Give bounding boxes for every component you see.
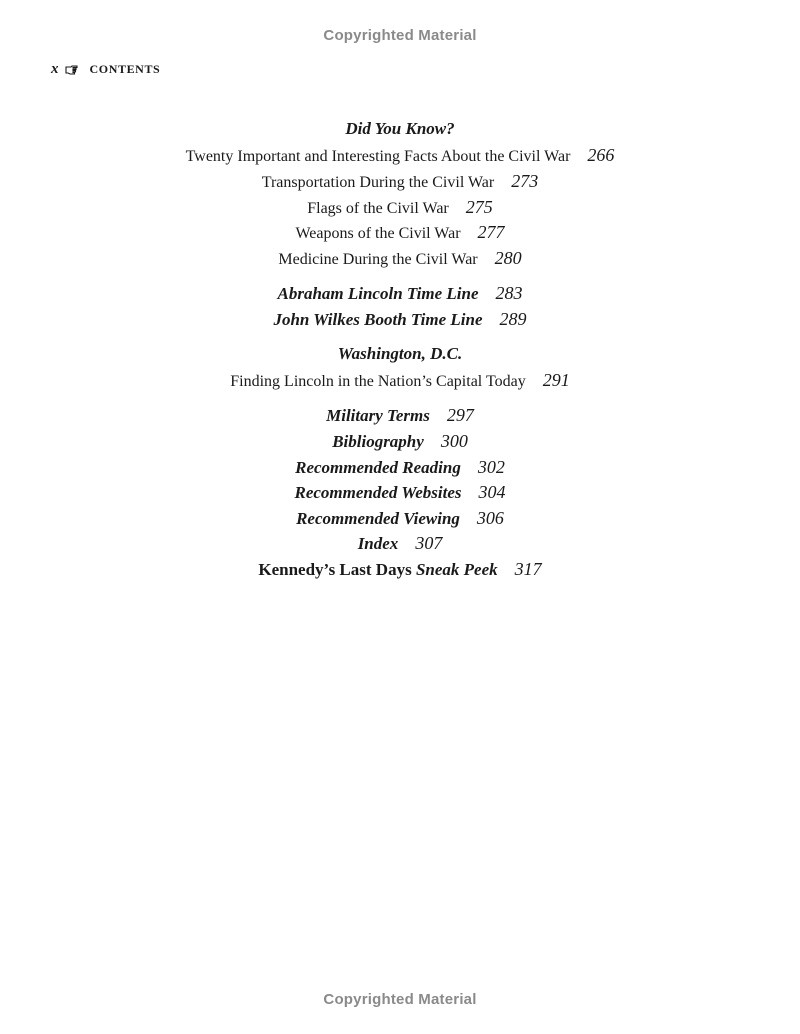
toc-entry-title: Finding Lincoln in the Nation’s Capital Today (230, 373, 526, 390)
toc-entry-page: 317 (514, 559, 542, 579)
toc-entry-page: 300 (440, 431, 468, 451)
toc-entry-page: 283 (495, 283, 523, 303)
toc-entry-page: 275 (465, 197, 493, 217)
section-heading-label: Did You Know? (345, 119, 455, 138)
toc-entry-page: 307 (415, 533, 443, 553)
running-head-title: CONTENTS (89, 62, 161, 76)
toc-entry-page: 304 (478, 482, 506, 502)
toc-entry-title: Recommended Websites (294, 483, 462, 502)
toc-entry[interactable] (0, 171, 800, 193)
toc-entry-title: Recommended Reading (295, 458, 461, 477)
section-heading-washington (0, 344, 800, 364)
toc-entry-back-matter[interactable] (0, 533, 800, 554)
toc-entry-page: 273 (511, 171, 539, 191)
toc-entry-title: Bibliography (332, 432, 424, 451)
section-heading-label: Washington, D.C. (337, 344, 463, 363)
toc-entry-page: 297 (446, 405, 474, 425)
toc-entry[interactable] (0, 248, 800, 270)
toc-entry-title: Transportation During the Civil War (261, 174, 495, 191)
section-heading-did-you-know (0, 119, 800, 139)
toc-entry-page: 302 (477, 457, 505, 477)
toc-entry-timeline[interactable] (0, 283, 800, 304)
toc-entry-page: 291 (542, 370, 570, 390)
pointing-hand-icon (65, 64, 79, 76)
toc-entry-page: 266 (587, 145, 615, 165)
toc-entry-title: Medicine During the Civil War (278, 251, 478, 268)
toc-entry-title: Abraham Lincoln Time Line (277, 284, 479, 303)
toc-entry[interactable] (0, 197, 800, 219)
toc-entry-title-italic: Sneak Peek (415, 560, 498, 579)
toc-entry-sneak-peek[interactable] (0, 559, 800, 580)
toc-entry-back-matter[interactable] (0, 482, 800, 503)
toc-entry-timeline[interactable] (0, 309, 800, 330)
toc-entry-page: 277 (477, 222, 505, 242)
running-head (51, 61, 160, 78)
toc-entry-title: John Wilkes Booth Time Line (273, 310, 483, 329)
toc-entry[interactable] (0, 370, 800, 392)
toc-entry-back-matter[interactable] (0, 431, 800, 452)
toc-entry-title-roman: Kennedy’s Last Days (258, 560, 412, 579)
toc-entry[interactable] (0, 145, 800, 167)
copyright-watermark-top: Copyrighted Material (323, 27, 477, 44)
toc-entry[interactable] (0, 222, 800, 244)
copyright-watermark-bottom: Copyrighted Material (323, 991, 477, 1008)
folio-page-number: x (51, 61, 59, 77)
toc-entry-title: Military Terms (326, 406, 430, 425)
toc-entry-title: Recommended Viewing (296, 509, 460, 528)
toc-entry-page: 306 (476, 508, 504, 528)
toc-entry-back-matter[interactable] (0, 457, 800, 478)
toc-entry-title: Twenty Important and Interesting Facts About the Civil War (185, 148, 571, 165)
toc-entry-title: Weapons of the Civil War (295, 225, 461, 242)
toc-entry-page: 289 (499, 309, 527, 329)
toc-entry-back-matter[interactable] (0, 508, 800, 529)
toc-entry-title: Index (357, 534, 399, 553)
toc-entry-back-matter[interactable] (0, 405, 800, 426)
toc-entry-title: Flags of the Civil War (307, 200, 449, 217)
toc-entry-page: 280 (494, 248, 522, 268)
